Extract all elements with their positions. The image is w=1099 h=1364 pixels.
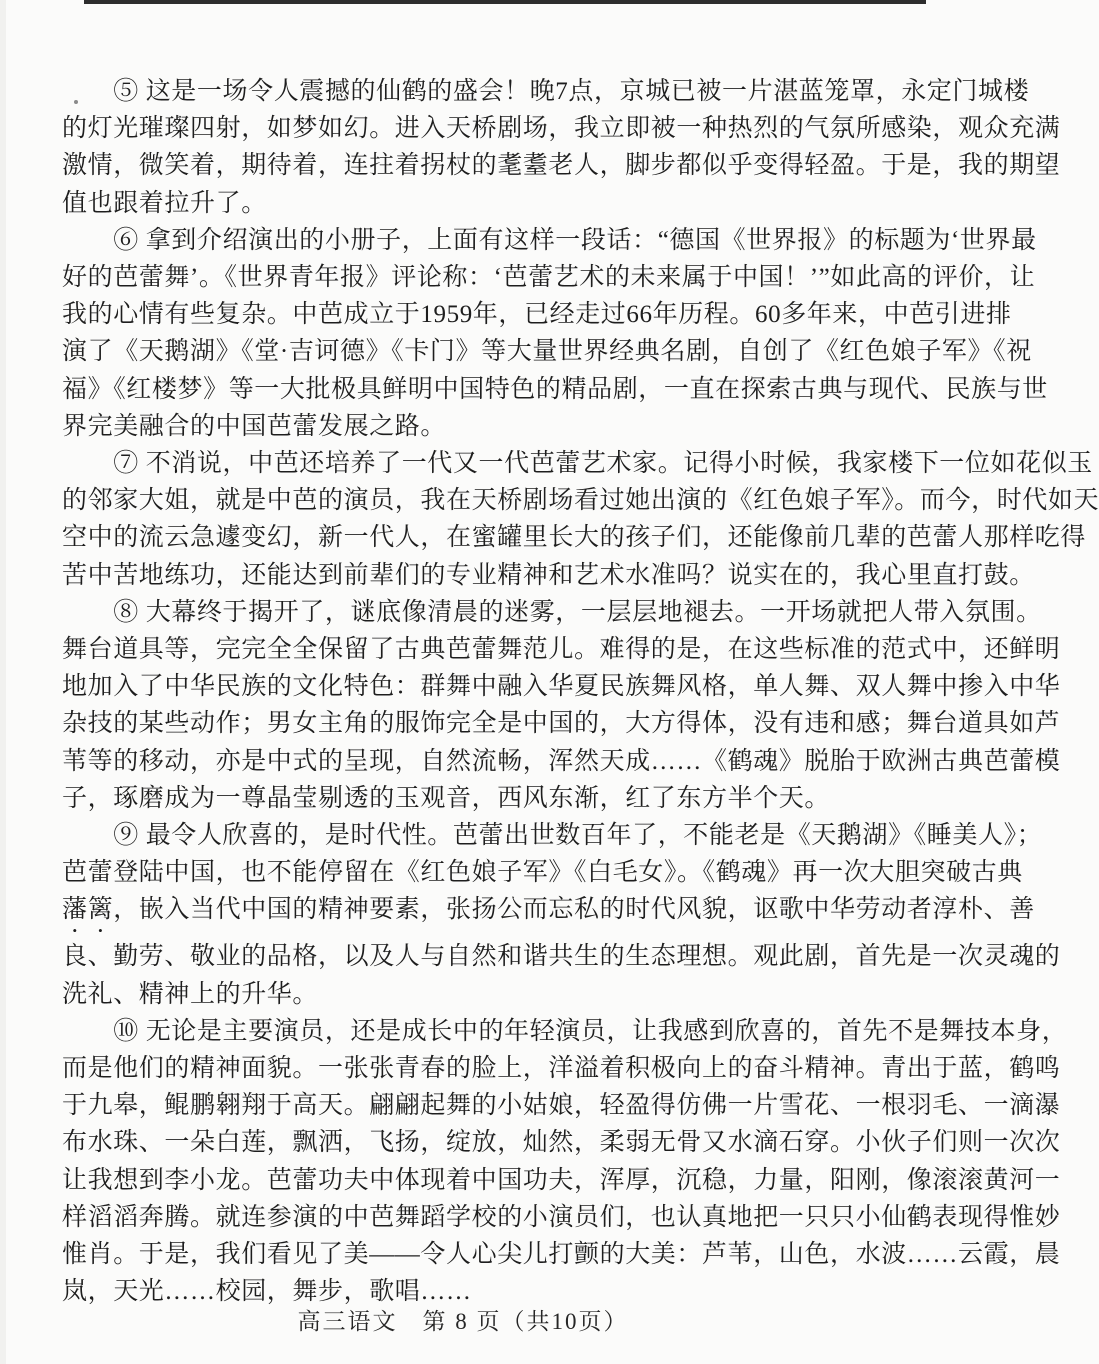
para-9-line-2: 芭蕾登陆中国，也不能停留在《红色娘子军》《白毛女》。《鹤魂》再一次大胆突破古典 (62, 859, 1023, 887)
para-8-line-5: 苇等的移动，亦是中式的呈现，自然流畅，浑然天成……《鹤魂》脱胎于欧洲古典芭蕾模 (62, 747, 1061, 775)
para-5 (62, 73, 1061, 222)
para-6-line-3: 我的心情有些复杂。中芭成立于1959年，已经走过66年历程。60多年来，中芭引进排 (62, 301, 1012, 329)
para-10-line-2: 而是他们的精神面貌。一张张青春的脸上，洋溢着积极向上的奋斗精神。青出于蓝，鹤鸣 (62, 1055, 1061, 1083)
para-8-line-6: 子，琢磨成为一尊晶莹剔透的玉观音，西风东渐，红了东方半个天。 (62, 784, 831, 812)
para-10 (62, 1013, 1068, 1311)
para-6-line-5: 福》《红楼梦》等一大批极具鲜明中国特色的精品剧，一直在探索古典与现代、民族与世 (62, 375, 1048, 403)
para-10-line-7: 惟肖。于是，我们看见了美——令人心尖儿打颤的大美：芦苇，山色，水波……云霞，晨 (62, 1241, 1061, 1269)
para-6-line-1: ⑥ 拿到介绍演出的小册子，上面有这样一段话：“德国《世界报》的标题为‘世界最 (113, 226, 1037, 254)
para-5-line-4: 值也跟着拉升了。 (62, 189, 267, 217)
para-9-line-3: 藩篱，嵌入当代中国的精神要素，张扬公而忘私的时代风貌，讴歌中华劳动者淳朴、善 (62, 896, 1035, 924)
para-7-line-2: 的邻家大姐，就是中芭的演员，我在天桥剧场看过她出演的《红色娘子军》。而今，时代如天 (62, 487, 1099, 515)
document-body (62, 73, 1099, 1311)
scan-left-edge (0, 0, 6, 1364)
para-8 (62, 594, 1061, 817)
para-7-line-1: ⑦ 不消说，中芭还培养了一代又一代芭蕾艺术家。记得小时候，我家楼下一位如花似玉 (113, 450, 1093, 478)
emphasized-word: 藩篱 (62, 896, 114, 924)
para-10-line-1: ⑩ 无论是主要演员，还是成长中的年轻演员，让我感到欣喜的，首先不是舞技本身， (113, 1017, 1068, 1045)
para-6-line-2: 好的芭蕾舞’。《世界青年报》评论称：‘芭蕾艺术的未来属于中国！’”如此高的评价，让 (62, 264, 1036, 292)
para-9-line-5: 洗礼、精神上的升华。 (62, 980, 319, 1008)
para-6-line-6: 界完美融合的中国芭蕾发展之路。 (62, 412, 447, 440)
para-8-line-1: ⑧ 大幕终于揭开了，谜底像清晨的迷雾，一层层地褪去。一开场就把人带入氛围。 (113, 598, 1042, 626)
para-7-line-4: 苦中苦地练功，还能达到前辈们的专业精神和艺术水准吗？说实在的，我心里直打鼓。 (62, 561, 1035, 589)
para-8-line-3: 地加入了中华民族的文化特色：群舞中融入华夏民族舞风格，单人舞、双人舞中掺入中华 (62, 673, 1061, 701)
para-10-line-8: 岚，天光……校园，舞步，歌唱…… (62, 1278, 472, 1306)
para-10-line-5: 让我想到李小龙。芭蕾功夫中体现着中国功夫，浑厚，沉稳，力量，阳刚，像滚滚黄河一 (62, 1166, 1061, 1194)
para-10-line-6: 样滔滔奔腾。就连参演的中芭舞蹈学校的小演员们，也认真地把一只只小仙鹤表现得惟妙 (62, 1203, 1061, 1231)
para-7-line-3: 空中的流云急遽变幻，新一代人，在蜜罐里长大的孩子们，还能像前几辈的芭蕾人那样吃得 (62, 524, 1087, 552)
scan-artifact-top-bar (84, 0, 926, 4)
para-6-line-4: 演了《天鹅湖》《堂·吉诃德》《卡门》等大量世界经典名剧，自创了《红色娘子军》《祝 (62, 338, 1032, 366)
para-10-line-3: 于九皋，鲲鹏翱翔于高天。翩翩起舞的小姑娘，轻盈得仿佛一片雪花、一根羽毛、一滴瀑 (62, 1092, 1061, 1120)
para-7 (62, 445, 1099, 594)
para-9 (62, 817, 1061, 1013)
page-footer: 高三语文 第 8 页（共10页） (297, 1309, 629, 1334)
para-5-line-2: 的灯光璀璨四射，如梦如幻。进入天桥剧场，我立即被一种热烈的气氛所感染，观众充满 (62, 115, 1061, 143)
para-6 (62, 222, 1048, 445)
para-8-line-4: 杂技的某些动作；男女主角的服饰完全是中国的，大方得体，没有违和感；舞台道具如芦 (62, 710, 1061, 738)
para-8-line-2: 舞台道具等，完完全全保留了古典芭蕾舞范儿。难得的是，在这些标准的范式中，还鲜明 (62, 636, 1061, 664)
para-5-line-1: ⑤ 这是一场令人震撼的仙鹤的盛会！晚7点，京城已被一片湛蓝笼罩，永定门城楼 (113, 78, 1030, 105)
para-9-line-4: 良、勤劳、敬业的品格，以及人与自然和谐共生的生态理想。观此剧，首先是一次灵魂的 (62, 943, 1061, 971)
para-10-line-4: 布水珠、一朵白莲，飘洒，飞扬，绽放，灿然，柔弱无骨又水滴石穿。小伙子们则一次次 (62, 1129, 1061, 1157)
para-9-line-1: ⑨ 最令人欣喜的，是时代性。芭蕾出世数百年了，不能老是《天鹅湖》《睡美人》； (113, 822, 1043, 850)
para-5-line-3: 激情，微笑着，期待着，连拄着拐杖的耄耋老人，脚步都似乎变得轻盈。于是，我的期望 (62, 152, 1061, 180)
